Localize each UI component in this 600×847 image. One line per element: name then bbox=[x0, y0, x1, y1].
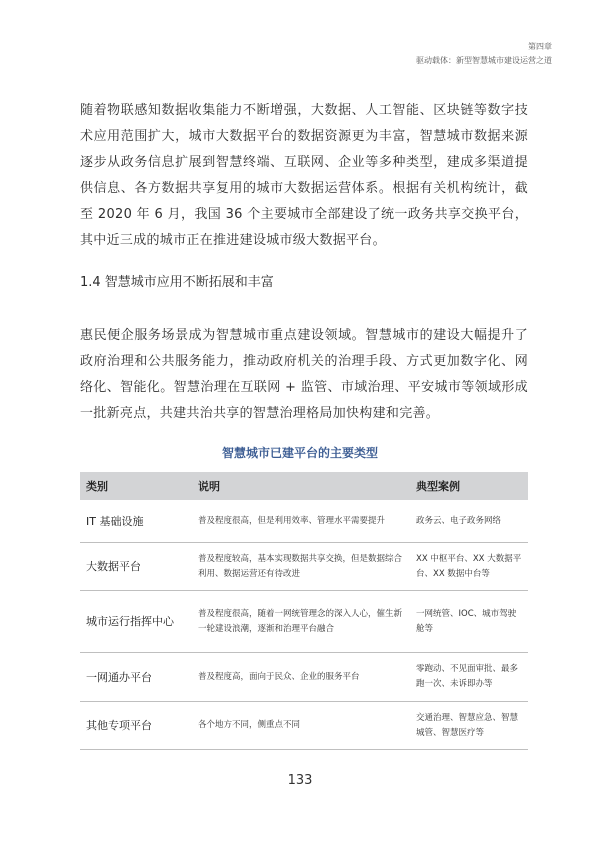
section-heading: 1.4 智慧城市应用不断拓展和丰富 bbox=[80, 275, 274, 290]
table-row bbox=[80, 702, 528, 750]
category-cell: 城市运行指挥中心 bbox=[80, 591, 198, 653]
description-cell: 普及程度很高，但是利用效率、管理水平需要提升 bbox=[198, 500, 416, 543]
category-cell: 一网通办平台 bbox=[80, 653, 198, 702]
table-caption: 智慧城市已建平台的主要类型 bbox=[221, 446, 378, 460]
platform-types-table bbox=[80, 472, 528, 750]
description-cell: 普及程度高，面向于民众、企业的服务平台 bbox=[198, 653, 416, 702]
description-cell: 普及程度很高，随着一网统管理念的深入人心，催生新一轮建设浪潮，逐渐和治理平台融合 bbox=[198, 591, 416, 653]
running-header bbox=[416, 40, 552, 68]
table-row bbox=[80, 591, 528, 653]
description-cell: 普及程度较高，基本实现数据共享交换，但是数据综合利用、数据运营还有待改进 bbox=[198, 543, 416, 591]
chapter-label: 第四章 bbox=[528, 42, 552, 51]
column-header: 类别 bbox=[80, 472, 198, 500]
table-header-row bbox=[80, 472, 528, 500]
table-row bbox=[80, 543, 528, 591]
category-cell: 其他专项平台 bbox=[80, 702, 198, 750]
column-header: 典型案例 bbox=[416, 472, 528, 500]
example-cell: 零跑动、不见面审批、最多跑一次、未诉即办等 bbox=[416, 653, 528, 702]
page-number: 133 bbox=[287, 773, 313, 788]
table-row bbox=[80, 653, 528, 702]
body-paragraph: 随着物联感知数据收集能力不断增强，大数据、人工智能、区块链等数字技术应用范围扩大，城市大数据平台的数据资源更为丰富，智慧城市数据来源逐步从政务信息扩展到智慧终端、互联网、企业等多种类型，建成多渠道提供信息、各方数据共享复用的城市大数据运营体系。根据有关机构统计，截至 2020 年 6 月，我国 36 个主要城市全部建设了统一政务共享交换平台，其中近三成的城市正在推进建设城市级大数据平台。 bbox=[80, 103, 528, 248]
example-cell: XX 中枢平台、XX 大数据平台、XX 数据中台等 bbox=[416, 543, 528, 591]
example-cell: 一网统管、IOC、城市驾驶舱等 bbox=[416, 591, 528, 653]
category-cell: 大数据平台 bbox=[80, 543, 198, 591]
description-cell: 各个地方不同，侧重点不同 bbox=[198, 702, 416, 750]
example-cell: 政务云、电子政务网络 bbox=[416, 500, 528, 543]
example-cell: 交通治理、智慧应急、智慧城管、智慧医疗等 bbox=[416, 702, 528, 750]
chapter-subtitle: 驱动载体：新型智慧城市建设运营之道 bbox=[416, 56, 552, 65]
body-paragraph: 惠民便企服务场景成为智慧城市重点建设领域。智慧城市的建设大幅提升了政府治理和公共服务能力，推动政府机关的治理手段、方式更加数字化、网络化、智能化。智慧治理在互联网 + 监管、市域治理、平安城市等领域形成一批新亮点，共建共治共享的智慧治理格局加快构建和完善。 bbox=[80, 328, 528, 421]
category-cell: IT 基础设施 bbox=[80, 500, 198, 543]
column-header: 说明 bbox=[198, 472, 416, 500]
table-row bbox=[80, 500, 528, 543]
